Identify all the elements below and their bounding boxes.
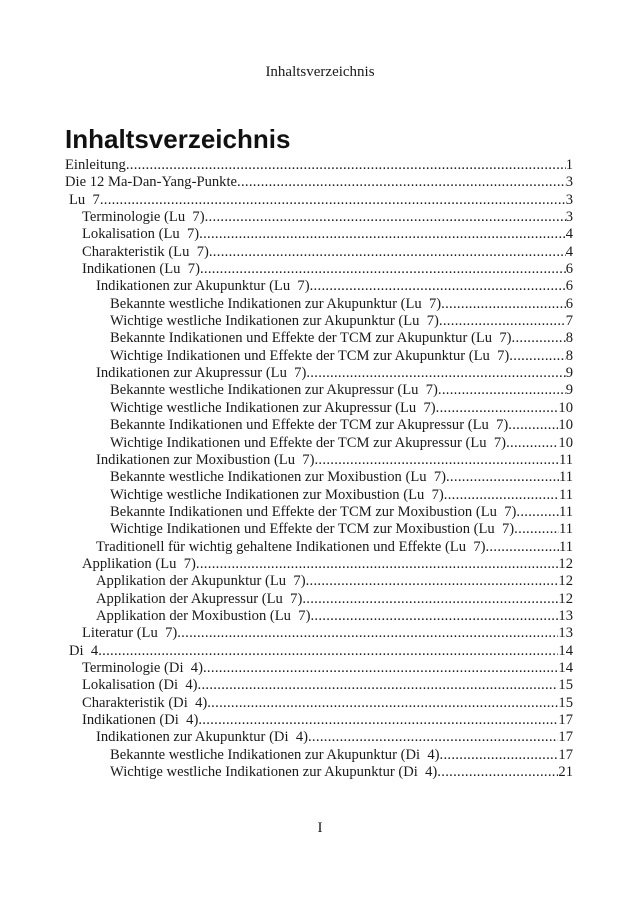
dot-leader [98, 643, 558, 660]
toc-entry-page: 21 [558, 764, 573, 781]
toc-entry[interactable] [65, 625, 573, 642]
dot-leader [314, 452, 558, 469]
toc-entry-page: 4 [565, 226, 573, 243]
toc-entry-page: 12 [558, 573, 573, 590]
dot-leader [440, 747, 559, 764]
dot-leader [436, 400, 559, 417]
toc-entry-label: Bekannte westliche Indikationen zur Akupunktur (Lu 7) [110, 295, 442, 312]
toc-entry-page: 4 [565, 243, 573, 260]
toc-entry-page: 3 [565, 174, 573, 191]
toc-entry-page: 10 [558, 434, 573, 451]
toc-entry-page: 13 [558, 607, 573, 624]
toc-entry-label: Wichtige westliche Indikationen zur Moxibustion (Lu 7) [110, 486, 444, 503]
toc-entry-label: Wichtige Indikationen und Effekte der TCM zur Akupunktur (Lu 7) [110, 347, 510, 364]
dot-leader [310, 278, 566, 295]
dot-leader [512, 330, 566, 347]
toc-entry-label: Lu 7 [69, 191, 100, 208]
toc-entry-page: 6 [565, 295, 573, 312]
toc-entry[interactable] [65, 539, 573, 556]
toc-entry[interactable] [65, 556, 573, 573]
toc-entry-label: Einleitung [65, 157, 126, 173]
toc-entry-page: 14 [558, 642, 573, 659]
dot-leader [237, 174, 566, 191]
toc-entry-page: 6 [565, 278, 573, 295]
toc-entry-label: Lokalisation (Di 4) [82, 677, 198, 694]
running-header: Inhaltsverzeichnis [265, 64, 375, 80]
toc-entry[interactable] [65, 244, 573, 261]
toc-entry-page: 6 [565, 261, 573, 278]
toc-entry-label: Indikationen zur Akupressur (Lu 7) [96, 365, 307, 382]
toc-entry-label: Di 4 [69, 642, 99, 659]
toc-entry-label: Applikation (Lu 7) [82, 555, 196, 572]
toc-entry-label: Traditionell für wichtig gehaltene Indikationen und Effekte (Lu 7) [96, 538, 486, 555]
toc-entry-page: 7 [565, 313, 573, 330]
toc-entry-label: Bekannte Indikationen und Effekte der TCM zur Moxibustion (Lu 7) [110, 503, 517, 520]
dot-leader [308, 729, 558, 746]
toc-entry[interactable] [65, 435, 573, 452]
toc-entry-page: 17 [558, 746, 573, 763]
toc-entry-label: Indikationen (Lu 7) [82, 261, 200, 278]
toc-entry-label: Terminologie (Di 4) [82, 659, 203, 676]
toc-entry[interactable] [65, 695, 573, 712]
toc-entry-label: Charakteristik (Di 4) [82, 694, 208, 711]
toc-entry[interactable] [65, 278, 573, 295]
toc-entry[interactable] [65, 487, 573, 504]
dot-leader [508, 417, 558, 434]
toc-entry-label: Applikation der Moxibustion (Lu 7) [96, 607, 311, 624]
dot-leader [506, 435, 558, 452]
toc-entry-label: Bekannte westliche Indikationen zur Moxibustion (Lu 7) [110, 469, 446, 486]
dot-leader [509, 348, 565, 365]
dot-leader [485, 539, 558, 556]
toc-entry-page: 12 [558, 555, 573, 572]
dot-leader [205, 209, 566, 226]
toc-entry-label: Lokalisation (Lu 7) [82, 226, 200, 243]
toc-entry[interactable] [65, 712, 573, 729]
dot-leader [444, 487, 559, 504]
toc-entry-page: 9 [565, 382, 573, 399]
toc-entry-label: Literatur (Lu 7) [82, 625, 178, 642]
toc-entry-page: 11 [558, 469, 573, 486]
toc-entry[interactable] [65, 296, 573, 313]
toc-entry-label: Die 12 Ma-Dan-Yang-Punkte [65, 174, 237, 191]
toc-entry[interactable] [65, 365, 573, 382]
dot-leader [198, 677, 559, 694]
toc-entry-label: Wichtige westliche Indikationen zur Akupressur (Lu 7) [110, 399, 436, 416]
toc-entry[interactable] [65, 643, 573, 660]
dot-leader [438, 382, 566, 399]
toc-entry-page: 1 [565, 157, 573, 173]
dot-leader [100, 192, 566, 209]
toc-entry-label: Wichtige Indikationen und Effekte der TCM zur Akupressur (Lu 7) [110, 434, 507, 451]
toc-entry[interactable] [65, 677, 573, 694]
toc-entry-page: 13 [558, 625, 573, 642]
dot-leader [203, 660, 558, 677]
toc-entry-page: 10 [558, 417, 573, 434]
dot-leader [200, 261, 566, 278]
table-of-contents [65, 157, 573, 781]
toc-entry[interactable] [65, 348, 573, 365]
toc-entry[interactable] [65, 521, 573, 538]
toc-entry-label: Indikationen (Di 4) [82, 712, 199, 728]
dot-leader [207, 695, 558, 712]
dot-leader [196, 556, 559, 573]
toc-entry-label: Bekannte Indikationen und Effekte der TCM zur Akupressur (Lu 7) [110, 417, 509, 434]
dot-leader [446, 469, 559, 486]
toc-entry-label: Bekannte Indikationen und Effekte der TCM zur Akupunktur (Lu 7) [110, 330, 512, 347]
toc-entry-page: 10 [558, 399, 573, 416]
toc-entry-label: Indikationen zur Moxibustion (Lu 7) [96, 451, 315, 468]
toc-entry-page: 15 [558, 694, 573, 711]
toc-entry[interactable] [65, 174, 573, 191]
dot-leader [302, 591, 558, 608]
toc-entry-page: 8 [565, 330, 573, 347]
dot-leader [209, 244, 566, 261]
toc-entry[interactable] [65, 417, 573, 434]
toc-entry-page: 3 [565, 209, 573, 226]
toc-entry-label: Charakteristik (Lu 7) [82, 243, 209, 260]
toc-entry-page: 9 [565, 365, 573, 382]
toc-entry-label: Applikation der Akupunktur (Lu 7) [96, 573, 306, 590]
dot-leader [198, 712, 558, 729]
dot-leader [306, 365, 565, 382]
toc-entry[interactable] [65, 330, 573, 347]
toc-entry-page: 15 [558, 677, 573, 694]
toc-entry-page: 11 [558, 538, 573, 555]
toc-entry[interactable] [65, 608, 573, 625]
toc-entry[interactable] [65, 192, 573, 209]
toc-entry[interactable] [65, 764, 573, 781]
toc-entry-label: Applikation der Akupressur (Lu 7) [96, 590, 303, 607]
toc-entry-page: 11 [558, 486, 573, 503]
toc-entry[interactable] [65, 469, 573, 486]
toc-entry[interactable] [65, 729, 573, 746]
toc-entry[interactable] [65, 157, 573, 174]
toc-entry[interactable] [65, 209, 573, 226]
toc-entry-label: Bekannte westliche Indikationen zur Akupunktur (Di 4) [110, 746, 440, 763]
toc-entry[interactable] [65, 591, 573, 608]
dot-leader [437, 764, 558, 781]
toc-entry[interactable] [65, 452, 573, 469]
toc-entry[interactable] [65, 504, 573, 521]
toc-entry-page: 8 [565, 347, 573, 364]
dot-leader [516, 504, 559, 521]
toc-entry-page: 14 [558, 659, 573, 676]
toc-entry[interactable] [65, 660, 573, 677]
toc-entry-page: 17 [558, 712, 573, 728]
toc-entry-page: 11 [558, 503, 573, 520]
dot-leader [441, 296, 566, 313]
toc-entry[interactable] [65, 261, 573, 278]
toc-entry[interactable] [65, 226, 573, 243]
toc-entry-page: 17 [558, 729, 573, 746]
dot-leader [306, 573, 559, 590]
dot-leader [199, 226, 566, 243]
toc-entry[interactable] [65, 573, 573, 590]
toc-entry-label: Wichtige westliche Indikationen zur Akupunktur (Di 4) [110, 764, 438, 781]
toc-title: Inhaltsverzeichnis [65, 124, 291, 154]
toc-entry[interactable] [65, 747, 573, 764]
toc-entry-label: Bekannte westliche Indikationen zur Akupressur (Lu 7) [110, 382, 438, 399]
dot-leader [514, 521, 559, 538]
toc-entry-label: Wichtige westliche Indikationen zur Akupunktur (Lu 7) [110, 313, 439, 330]
toc-entry-label: Indikationen zur Akupunktur (Di 4) [96, 729, 308, 746]
toc-entry[interactable] [65, 400, 573, 417]
dot-leader [439, 313, 566, 330]
toc-entry-page: 12 [558, 590, 573, 607]
toc-entry[interactable] [65, 382, 573, 399]
dot-leader [310, 608, 558, 625]
toc-entry-page: 11 [558, 451, 573, 468]
page-number: I [317, 820, 323, 836]
toc-entry-page: 3 [565, 191, 573, 208]
toc-entry-label: Terminologie (Lu 7) [82, 209, 205, 226]
toc-entry-label: Wichtige Indikationen und Effekte der TCM zur Moxibustion (Lu 7) [110, 521, 515, 538]
dot-leader [126, 157, 566, 174]
toc-entry[interactable] [65, 313, 573, 330]
dot-leader [177, 625, 558, 642]
toc-entry-label: Indikationen zur Akupunktur (Lu 7) [96, 278, 310, 295]
toc-entry-page: 11 [558, 521, 573, 538]
